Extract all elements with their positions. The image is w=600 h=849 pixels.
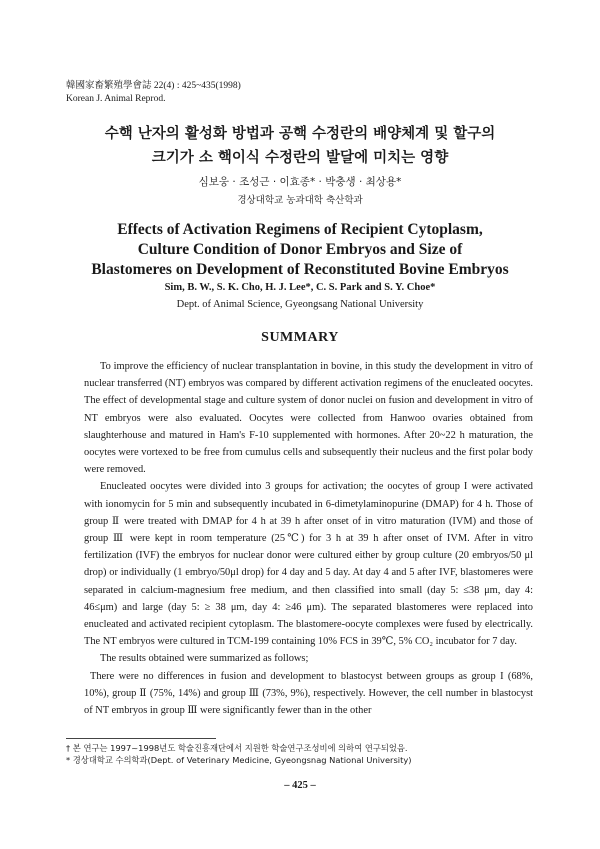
english-title-line-1: Effects of Activation Regimens of Recipient Cytoplasm, (117, 221, 483, 238)
korean-title-line-2: 크기가 소 핵이식 수정란의 발달에 미치는 영향 (151, 150, 449, 166)
korean-title-line-1: 수핵 난자의 활성화 방법과 공핵 수정란의 배양체계 및 할구의 (104, 126, 496, 142)
footnotes (66, 742, 546, 766)
footnote-affiliation: * 경상대학교 수의학과(Dept. of Veterinary Medicine, Gyeongsnag National University) (66, 755, 412, 765)
summary-paragraph-4: There were no differences in fusion and development to blastocyst between groups as group I (68%, 10%), group Ⅱ (75%, 14%) and group Ⅲ (73%, 9%), respectively. However, the cell number in blastocyst of NT embryos in group Ⅲ were significantly fewer than in the other (84, 670, 533, 717)
footnote-funding: † 본 연구는 1997~1998년도 학술진흥재단에서 지원한 학술연구조성비에 의하여 연구되었음. (66, 743, 408, 753)
journal-name-english: Korean J. Animal Reprod. (66, 93, 166, 104)
english-title-line-3: Blastomeres on Development of Reconstituted Bovine Embryos (91, 261, 509, 278)
journal-name-korean: 韓國家畜繁殖學會誌 22(4) : 425~435(1998) (66, 81, 241, 91)
english-title-line-2: Culture Condition of Donor Embryos and Size of (137, 241, 463, 258)
summary-heading: SUMMARY (261, 330, 339, 345)
journal-header (66, 80, 241, 105)
summary-paragraph-1: To improve the efficiency of nuclear transplantation in bovine, in this study the development in vitro of nuclear transferred (NT) embryos was compared by different activation regimens of the enucleated oocytes. The effect of developmental stage and culture system of donor nuclei on fusion and development in vitro of NT embryos were also evaluated. Oocytes were collected from Hanwoo ovaries obtained from slaughterhouse and matured in Ham's F-10 supplemented with hormones. After 20~22 h maturation, the oocytes were vortexed to be free from cumulus cells and subsequently their nucleus and the first polar body were removed. (84, 361, 533, 476)
footnote-divider (66, 738, 216, 739)
korean-affiliation: 경상대학교 농과대학 축산학과 (237, 195, 363, 206)
summary-paragraph-2: Enucleated oocytes were divided into 3 groups for activation; the oocytes of group I were activated with ionomycin for 5 min and subsequently incubated in 6-dimetylaminopurine (DMAP) for 4 h. Those of group Ⅱ were treated with DMAP for 4 h at 39 h after onset of in vitro maturation (IVM) and those of group Ⅲ were kept in room temperature (25℃) for 3 h at 39 h after onset of IVM. After in vitro fertilization (IVF) the embryos for nuclear donor were cultured either by group culture (20 embryos/50 μl drop) or individually (1 embryo/50μl drop) for 4 day and 5 day. At day 4 and 5 after IVF, blastomeres were separated in calcium-magnesium free medium, and then classified into small (day 5: ≤38 μm, day 4: 46≤μm) and large (day 5: ≥ 38 μm, day 4: ≥46 μm). The separated blastomeres were replaced into enucleated and activated recipient cytoplasm. The blastomere-oocyte complexes were fused by electrically. The NT embryos were cultured in TCM-199 containing 10% FCS in 39℃, 5% CO₂ incubator for 7 day. (84, 481, 533, 648)
korean-authors: 심보웅 · 조성근 · 이효종* · 박충생 · 최상용* (198, 176, 402, 188)
summary-paragraph-3: The results obtained were summarized as follows; (100, 653, 309, 665)
english-affiliation: Dept. of Animal Science, Gyeongsang National University (176, 299, 424, 310)
summary-body (84, 358, 533, 719)
page-number: – 425 – (284, 780, 316, 791)
english-authors: Sim, B. W., S. K. Cho, H. J. Lee*, C. S. Park and S. Y. Choe* (164, 282, 436, 293)
